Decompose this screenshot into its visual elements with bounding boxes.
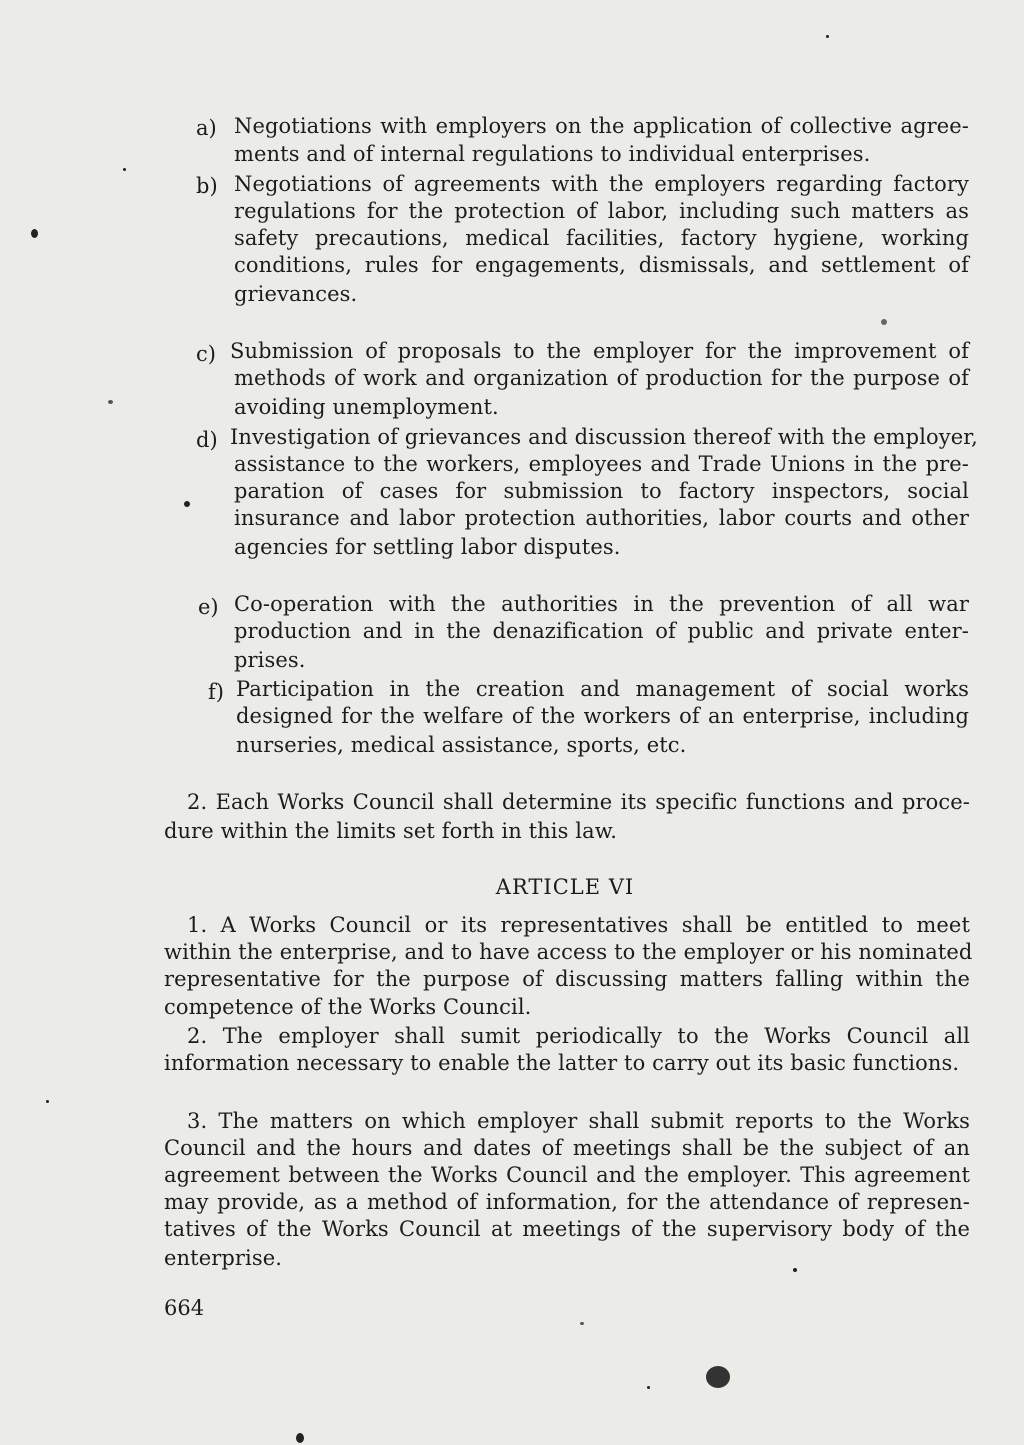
scan-speck [580, 1322, 584, 1325]
item-e-line-3: prises. [234, 648, 306, 672]
item-e-line-2: production and in the denazification of public and private enter- [234, 619, 969, 643]
item-c-line-1: Submission of proposals to the employer for the improvement of [230, 339, 969, 363]
art6-p3-line-4: may provide, as a method of information, for the attendance of represen- [164, 1190, 970, 1214]
scan-speck [647, 1386, 650, 1389]
para-2-line-1: 2. Each Works Council shall determine its specific functions and proce- [187, 790, 970, 814]
item-d-line-2: assistance to the workers, employees and Trade Unions in the pre- [234, 452, 969, 476]
item-c-label: c) [196, 342, 216, 366]
item-a-line-2: ments and of internal regulations to individual enterprises. [234, 142, 871, 166]
item-c-line-2: methods of work and organization of production for the purpose of [234, 366, 969, 390]
item-b-line-4: conditions, rules for engagements, dismissals, and settlement of [234, 253, 969, 277]
item-e-label: e) [198, 595, 219, 619]
item-b-line-1: Negotiations of agreements with the employers regarding factory [234, 172, 969, 196]
item-e-line-1: Co-operation with the authorities in the prevention of all war [234, 592, 969, 616]
item-d-label: d) [196, 428, 218, 452]
item-b-line-3: safety precautions, medical facilities, factory hygiene, working [234, 226, 969, 250]
scan-speck [881, 319, 887, 325]
item-b-line-5: grievances. [234, 282, 358, 306]
art6-p1-line-3: representative for the purpose of discussing matters falling within the [164, 967, 970, 991]
art6-p1-line-2: within the enterprise, and to have access to the employer or his nominated [164, 940, 973, 964]
scan-speck [826, 35, 829, 38]
item-f-line-2: designed for the welfare of the workers of an enterprise, including [236, 704, 969, 728]
scan-speck [706, 1366, 730, 1388]
item-f-label: f) [208, 680, 224, 704]
page-number: 664 [164, 1296, 205, 1320]
item-b-label: b) [196, 174, 218, 198]
art6-p3-line-3: agreement between the Works Council and the employer. This agreement [164, 1163, 970, 1187]
article-heading: ARTICLE VI [495, 875, 635, 899]
art6-p3-line-1: 3. The matters on which employer shall submit reports to the Works [187, 1109, 970, 1133]
art6-p3-line-6: enterprise. [164, 1246, 283, 1270]
item-d-line-1: Investigation of grievances and discussion thereof with the employer, [230, 425, 978, 449]
item-a-line-1: Negotiations with employers on the application of collective agree- [234, 114, 969, 138]
art6-p2-line-1: 2. The employer shall sumit periodically to the Works Council all [187, 1024, 970, 1048]
scan-speck [46, 1100, 49, 1103]
scan-speck [108, 400, 113, 404]
art6-p1-line-1: 1. A Works Council or its representatives shall be entitled to meet [187, 913, 970, 937]
art6-p3-line-2: Council and the hours and dates of meetings shall be the subject of an [164, 1136, 970, 1160]
item-a-label: a) [196, 116, 217, 140]
scan-speck [123, 168, 126, 171]
item-d-line-4: insurance and labor protection authorities, labor courts and other [234, 506, 969, 530]
item-f-line-1: Participation in the creation and management of social works [236, 677, 969, 701]
item-f-line-3: nurseries, medical assistance, sports, etc. [236, 733, 687, 757]
item-b-line-2: regulations for the protection of labor, including such matters as [234, 199, 969, 223]
item-d-line-3: paration of cases for submission to factory inspectors, social [234, 479, 969, 503]
para-2-line-2: dure within the limits set forth in this law. [164, 819, 618, 843]
art6-p3-line-5: tatives of the Works Council at meetings of the supervisory body of the [164, 1217, 970, 1241]
scan-speck [793, 1268, 797, 1272]
scan-speck [31, 229, 38, 238]
art6-p1-line-4: competence of the Works Council. [164, 995, 532, 1019]
item-c-line-3: avoiding unemployment. [234, 395, 499, 419]
item-d-line-5: agencies for settling labor disputes. [234, 535, 621, 559]
scan-speck [296, 1433, 304, 1443]
art6-p2-line-2: information necessary to enable the latter to carry out its basic functions. [164, 1051, 960, 1075]
scan-speck [184, 501, 190, 507]
